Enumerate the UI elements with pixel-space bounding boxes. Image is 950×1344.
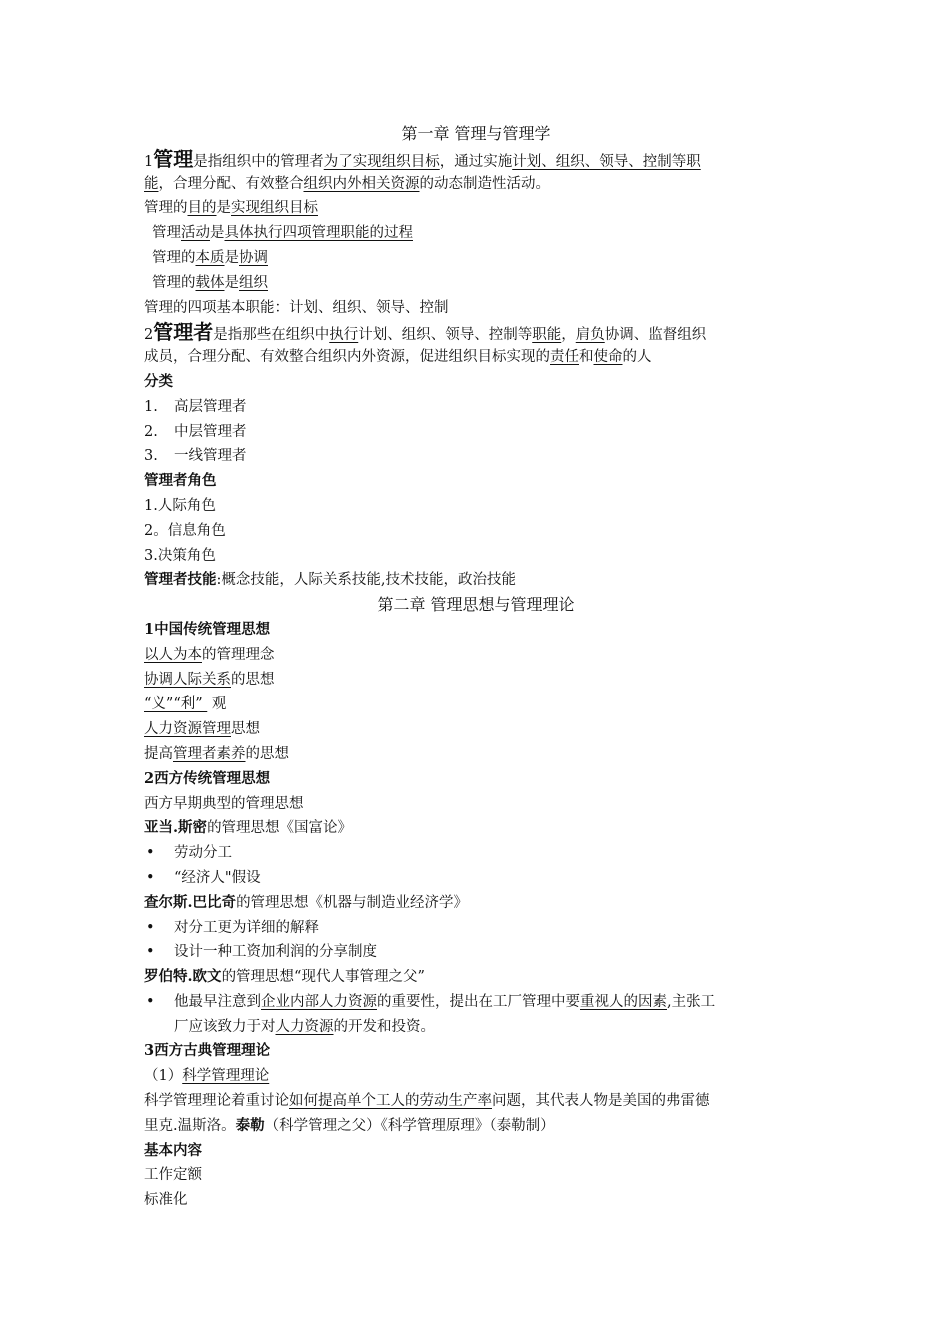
manager-definition-line-1 [144,320,808,345]
s1-text: 思想 [231,721,260,738]
list-text: 高层管理者 [174,398,247,415]
person-name: 查尔斯.巴比奇 [144,893,237,911]
bullet-icon: • [146,919,155,936]
bullet-text: ,主张工 [667,993,716,1010]
role-item: 3.决策角色 [144,547,216,564]
chapter-1-title: 第一章 管理与管理学 [401,124,551,143]
s1-item [144,668,808,693]
purpose-underline: 实现组织目标 [231,200,318,217]
list-text: 中层管理者 [174,423,247,440]
def1-underline: 组织内外相关资源 [303,175,420,192]
section-3-paragraph-line-2 [144,1114,808,1139]
section-3-heading: 3西方古典管理理论 [144,1042,271,1060]
carrier-text: 是 [224,274,239,291]
def2-underline: 责任 [550,349,579,366]
bullet-continuation [144,1015,808,1040]
para-text: （科学管理之父）《科学管理原理》（泰勒制） [264,1117,555,1134]
s1-underline: 以人为本 [144,646,202,663]
management-definition-line-1 [144,147,808,172]
activity-text: 是 [210,225,225,242]
essence-text: 是 [224,249,239,266]
s1-text: 的思想 [231,671,275,688]
management-essence [144,246,808,271]
def1-number: 1 [144,153,154,170]
bullet-text: 劳动分工 [174,845,232,862]
person-name: 亚当.斯密 [144,819,208,837]
def2-text: 计划、组织、领导、控制等 [358,327,533,344]
def1-underline: 能 [144,175,159,192]
s1-item [144,717,808,742]
smith-heading [144,816,808,841]
purpose-text: 是 [216,200,231,217]
management-purpose [144,196,808,221]
bullet-underline: 重视人的因素 [580,993,667,1010]
para-underline: 如何提高单个工人的劳动生产率 [289,1093,492,1110]
para-text: 科学管理理论着重讨论 [144,1093,289,1110]
def1-text: 的动态制造性活动。 [419,175,550,192]
list-number: 1. [144,398,158,415]
s1-underline: 人力资源管理 [144,721,231,738]
sub-underline: 科学管理理论 [182,1068,270,1085]
basic-item: 标准化 [144,1192,188,1209]
babbage-heading [144,891,808,916]
para-bold: 泰勒 [235,1116,265,1134]
bullet-item [144,916,808,941]
list-text: 一线管理者 [174,448,247,465]
bullet-text: 的重要性，提出在工厂管理中要 [377,993,580,1010]
section-2-heading: 2西方传统管理思想 [144,769,271,787]
bullet-icon: • [146,944,155,961]
bullet-item [144,866,808,891]
def1-underline: 为了实现组织目标 [323,153,440,170]
def2-text: ， [561,327,576,344]
s1-underline: “义”“利” [144,696,208,713]
s1-underline: 管理者素养 [173,745,246,762]
section-3-subheading [144,1064,808,1089]
bullet-text: 设计一种工资加利润的分享制度 [174,944,377,961]
person-text: 的管理思想“现代人事管理之父” [221,969,425,986]
classify-heading: 分类 [144,372,173,390]
section-3-paragraph-line-1 [144,1089,808,1114]
role-item: 2。信息角色 [144,522,226,539]
bullet-text: 他最早注意到 [174,993,261,1010]
s1-underline: 协调人际关系 [144,671,231,688]
bullet-text: 对分工更为详细的解释 [174,919,319,936]
document-body [144,122,808,1213]
para-text: 里克.温斯洛。 [144,1117,236,1134]
section-2-intro: 西方早期典型的管理思想 [144,795,304,812]
s1-item [144,692,808,717]
person-name: 罗伯特.欧文 [144,968,222,986]
carrier-text: 管理的 [152,274,196,291]
roles-heading: 管理者角色 [144,472,217,490]
s1-item [144,742,808,767]
manager-definition-line-2 [144,345,808,370]
def2-text: 和 [579,349,594,366]
bullet-icon: • [146,845,155,862]
s1-text: 观 [207,696,227,713]
management-carrier [144,271,808,296]
sub-number: （1） [144,1068,183,1085]
def2-text: 的人 [622,349,652,366]
activity-underline: 活动 [181,225,210,242]
basic-item: 工作定额 [144,1167,202,1184]
bullet-underline: 企业内部人力资源 [261,993,377,1010]
management-definition-line-2 [144,172,808,197]
activity-underline: 具体执行四项管理职能的过程 [224,225,413,242]
s1-text: 的思想 [245,745,289,762]
basic-content-heading: 基本内容 [144,1141,202,1159]
purpose-text: 管理的 [144,200,188,217]
def2-term: 管理者 [153,320,214,345]
chapter-2-title: 第二章 管理思想与管理理论 [377,595,575,615]
def2-underline: 执行 [329,327,359,344]
def1-text: 是指组织中的管理者 [193,153,324,170]
def2-underline: 职能 [532,327,562,344]
classify-item [144,444,808,469]
bullet-item [144,940,808,965]
s1-text: 提高 [144,745,173,762]
essence-underline: 协调 [239,249,268,266]
person-text: 的管理思想《国富论》 [207,820,353,837]
management-functions: 管理的四项基本职能：计划、组织、领导、控制 [144,299,449,316]
bullet-text: 的开发和投资。 [333,1018,435,1035]
carrier-underline: 载体 [195,274,225,291]
skills-text: :概念技能，人际关系技能,技术技能，政治技能 [216,572,516,589]
bullet-icon: • [146,869,155,886]
classify-item [144,420,808,445]
para-text: 问题，其代表人物是美国的弗雷德 [492,1093,710,1110]
skills-heading: 管理者技能 [144,571,217,589]
list-number: 3. [144,448,158,465]
bullet-icon: • [146,993,155,1010]
bullet-underline: 人力资源 [275,1018,334,1035]
classify-item [144,395,808,420]
purpose-underline: 目的 [187,200,217,217]
def2-number: 2 [144,327,154,344]
def2-text: 是指那些在组织中 [213,327,330,344]
activity-text: 管理 [152,225,181,242]
skills-line [144,568,808,593]
def2-underline: 肩负 [575,327,605,344]
role-item: 1.人际角色 [144,497,216,514]
s1-text: 的管理理念 [202,646,275,663]
def1-underline: 计划、组织、领导、控制等职 [512,153,701,170]
def2-underline: 使命 [593,349,623,366]
s1-item [144,643,808,668]
carrier-underline: 组织 [239,274,268,291]
person-text: 的管理思想《机器与制造业经济学》 [236,894,469,911]
def1-term: 管理 [153,146,194,171]
essence-text: 管理的 [152,249,196,266]
def2-text: 协调、监督组织 [604,327,707,344]
owen-heading [144,965,808,990]
management-activity [144,221,808,246]
section-1-heading: 1中国传统管理思想 [144,620,271,638]
bullet-item [144,990,808,1015]
essence-underline: 本质 [195,249,225,266]
list-number: 2. [144,423,158,440]
bullet-text: “经济人"假设 [174,869,261,886]
def1-text: ，通过实施 [439,153,513,170]
def1-text: ，合理分配、有效整合 [158,175,304,192]
bullet-text: 厂应该致力于对 [174,1018,276,1035]
def2-text: 成员，合理分配、有效整合组织内外资源，促进组织目标实现的 [144,349,550,366]
bullet-item [144,841,808,866]
